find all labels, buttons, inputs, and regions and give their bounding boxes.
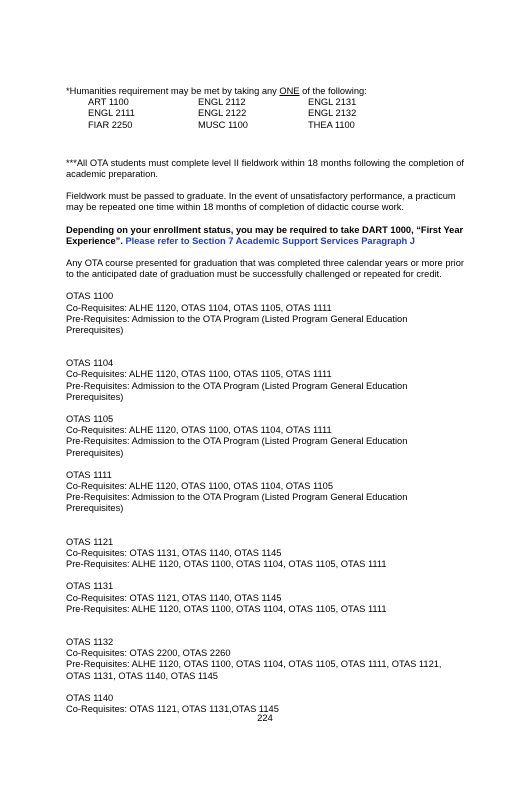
course-corequisites: Co-Requisites: OTAS 1121, OTAS 1131,OTAS 1145	[66, 703, 279, 714]
course-prerequisites: Pre-Requisites: ALHE 1120, OTAS 1100, OTAS 1104, OTAS 1105, OTAS 1111	[66, 559, 387, 570]
course-entry	[66, 414, 464, 459]
humanities-course: ENGL 2122	[198, 108, 247, 119]
page-content	[66, 86, 464, 715]
dart-note	[66, 225, 464, 247]
course-corequisites: Co-Requisites: ALHE 1120, OTAS 1100, OTAS 1104, OTAS 1111	[66, 425, 332, 436]
course-corequisites: Co-Requisites: OTAS 1121, OTAS 1140, OTAS 1145	[66, 592, 282, 603]
course-prerequisites: Pre-Requisites: ALHE 1120, OTAS 1100, OTAS 1104, OTAS 1105, OTAS 1111	[66, 603, 387, 614]
course-code: OTAS 1104	[66, 358, 114, 369]
humanities-course: FIAR 2250	[88, 119, 133, 130]
course-code: OTAS 1111	[66, 469, 112, 480]
course-corequisites: Co-Requisites: ALHE 1120, OTAS 1100, OTAS 1105, OTAS 1111	[66, 369, 332, 380]
course-entry	[66, 291, 464, 336]
course-code: OTAS 1105	[66, 414, 114, 425]
page-number: 224	[257, 713, 273, 723]
fieldwork-pass-note: Fieldwork must be passed to graduate. In the event of unsatisfactory performance, a practicum may be repeated one time within 18 months of completion of didactic course work.	[66, 191, 456, 213]
course-corequisites: Co-Requisites: ALHE 1120, OTAS 1100, OTAS 1104, OTAS 1105	[66, 481, 333, 492]
course-corequisites: Co-Requisites: OTAS 1131, OTAS 1140, OTAS 1145	[66, 547, 282, 558]
course-entry	[66, 693, 464, 715]
ota-course-note: Any OTA course presented for graduation that was completed three calendar years or more prior to the anticipated date of graduation must be successfully challenged or repeated for credit.	[66, 258, 464, 280]
course-corequisites: Co-Requisites: OTAS 2200, OTAS 2260	[66, 648, 231, 659]
course-entry	[66, 637, 464, 682]
course-prerequisites: Pre-Requisites: Admission to the OTA Program (Listed Program General Education Prerequisites)	[66, 492, 408, 514]
humanities-course: ENGL 2131	[308, 97, 357, 108]
course-code: OTAS 1140	[66, 692, 114, 703]
course-entry	[66, 358, 464, 403]
humanities-intro	[66, 86, 464, 97]
course-code: OTAS 1100	[66, 291, 114, 302]
course-prerequisites: Pre-Requisites: Admission to the OTA Program (Listed Program General Education Prerequisites)	[66, 380, 408, 402]
humanities-course: ART 1100	[88, 97, 129, 108]
course-code: OTAS 1131	[66, 581, 114, 592]
humanities-requirement	[66, 86, 464, 131]
humanities-course: THEA 1100	[308, 119, 355, 130]
course-prerequisites: Pre-Requisites: Admission to the OTA Program (Listed Program General Education Prerequisites)	[66, 313, 408, 336]
humanities-intro-post: of the following:	[299, 86, 367, 96]
course-prerequisites: Pre-Requisites: ALHE 1120, OTAS 1100, OTAS 1104, OTAS 1105, OTAS 1111, OTAS 1121, OTAS 1131, OTAS 1140, OTAS 1145	[66, 659, 442, 681]
humanities-course-grid	[66, 97, 464, 131]
course-corequisites: Co-Requisites: ALHE 1120, OTAS 1104, OTAS 1105, OTAS 1111	[66, 302, 332, 313]
dart-note-reference: Please refer to Section 7 Academic Support Services Paragraph J	[125, 235, 415, 246]
course-entry	[66, 537, 464, 571]
course-entry	[66, 470, 464, 515]
course-entry	[66, 581, 464, 615]
humanities-course: MUSC 1100	[198, 119, 248, 130]
course-prerequisites: Pre-Requisites: Admission to the OTA Program (Listed Program General Education Prerequisites)	[66, 436, 408, 458]
dart-note-bold: Depending on your enrollment status, you may be required to take DART 1000, “First Year Experience”.	[66, 224, 464, 246]
humanities-course: ENGL 2111	[88, 108, 135, 119]
course-code: OTAS 1132	[66, 636, 114, 647]
humanities-course: ENGL 2112	[198, 97, 246, 108]
humanities-intro-pre: *Humanities requirement may be met by taking any	[66, 86, 280, 96]
humanities-course: ENGL 2132	[308, 108, 357, 119]
course-code: OTAS 1121	[66, 536, 114, 547]
fieldwork-note: ***All OTA students must complete level II fieldwork within 18 months following the completion of academic preparation.	[66, 157, 464, 180]
humanities-intro-one: ONE	[279, 86, 300, 96]
